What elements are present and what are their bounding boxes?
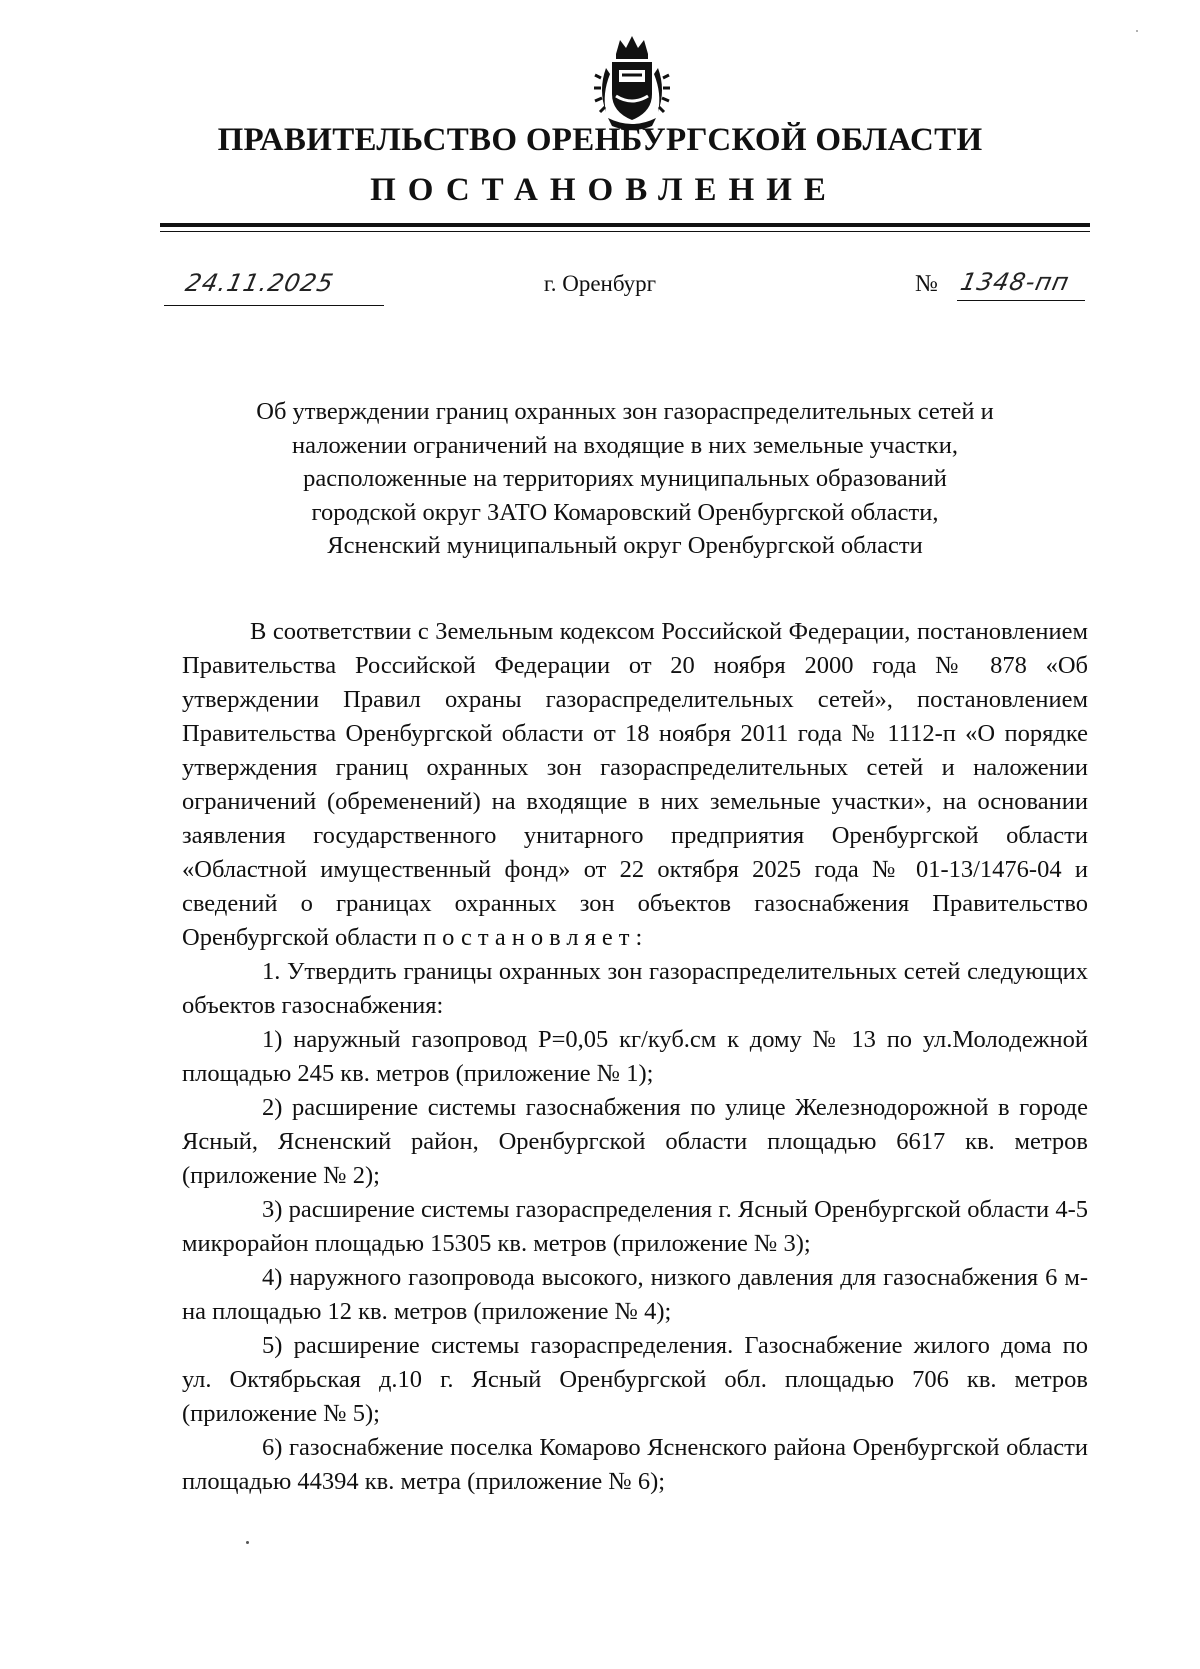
subitem-4-paragraph: 4) наружного газопровода высокого, низкого давления для газоснабжения 6 м-на площадью 12 кв. метров (приложение № 4); [182, 1264, 1088, 1325]
item-1-paragraph: 1. Утвердить границы охранных зон газораспределительных сетей следующих объектов газоснабжения: [182, 958, 1088, 1019]
coat-of-arms-icon [592, 34, 672, 130]
organization-title: ПРАВИТЕЛЬСТВО ОРЕНБУРГСКОЙ ОБЛАСТИ [217, 122, 983, 158]
header-rule-thick [160, 223, 1090, 227]
subject-line: наложении ограничений на входящие в них земельные участки, [292, 431, 958, 459]
subitem-1-paragraph: 1) наружный газопровод Р=0,05 кг/куб.см к дому № 13 по ул.Молодежной площадью 245 кв. метров (приложение № 1); [182, 1026, 1088, 1087]
header-rule-thin [160, 231, 1090, 232]
subject-line: городской округ ЗАТО Комаровский Оренбургской области, [311, 498, 939, 526]
number-sign: № [915, 271, 938, 297]
document-subject [160, 395, 1090, 563]
subject-line: Об утверждении границ охранных зон газораспределительных сетей и [256, 398, 994, 425]
subitem-2-paragraph: 2) расширение системы газоснабжения по улице Железнодорожной в городе Ясный, Ясненский район, Оренбургской области площадью 6617 кв. метров (приложение № 2); [182, 1094, 1088, 1189]
preamble-verb: постановляет: [423, 924, 649, 951]
document-type-heading: ПОСТАНОВЛЕНИЕ [370, 172, 838, 208]
handwritten-number: 1348-пп [958, 268, 1073, 296]
preamble-text: В соответствии с Земельным кодексом Российской Федерации, постановлением Правительства Российской Федерации от 20 ноября 2000 года № 878 «Об утверждении Правил охраны газораспределительных сетей», постановлением Правительства Оренбургской области от 18 ноября 2011 года № 1112-п «О порядке утверждения границ охранных зон газораспределительных сетей и наложении ограничений (обременений) на входящие в них земельные участки», на основании заявления государственного унитарного предприятия Оренбургской области «Областной имущественный фонд» от 22 октября 2025 года № 01-13/1476-04 и сведений о границах охранных зон объектов газоснабжения Правительство Оренбургской области [182, 618, 1088, 951]
subject-line: Ясненский муниципальный округ Оренбургской области [327, 532, 923, 559]
number-underline [957, 300, 1085, 301]
document-body [182, 615, 1088, 1499]
subitem-5-paragraph: 5) расширение системы газораспределения. Газоснабжение жилого дома по ул. Октябрьская д.10 г. Ясный Оренбургской обл. площадью 706 кв. метров (приложение № 5); [182, 1332, 1088, 1427]
document-city: г. Оренбург [543, 271, 657, 296]
subitem-6-paragraph: 6) газоснабжение поселка Комарово Ясненского района Оренбургской области площадью 44394 кв. метра (приложение № 6); [182, 1434, 1088, 1495]
preamble-paragraph [182, 615, 1088, 955]
subject-line: расположенные на территориях муниципальных образований [303, 465, 947, 492]
scan-speck [246, 1541, 249, 1544]
handwritten-date: 24.11.2025 [183, 269, 337, 297]
subitem-3-paragraph: 3) расширение системы газораспределения г. Ясный Оренбургской области 4-5 микрорайон площадью 15305 кв. метров (приложение № 3); [182, 1196, 1088, 1257]
document-number-field [915, 266, 1095, 306]
scan-speck [1136, 30, 1138, 32]
